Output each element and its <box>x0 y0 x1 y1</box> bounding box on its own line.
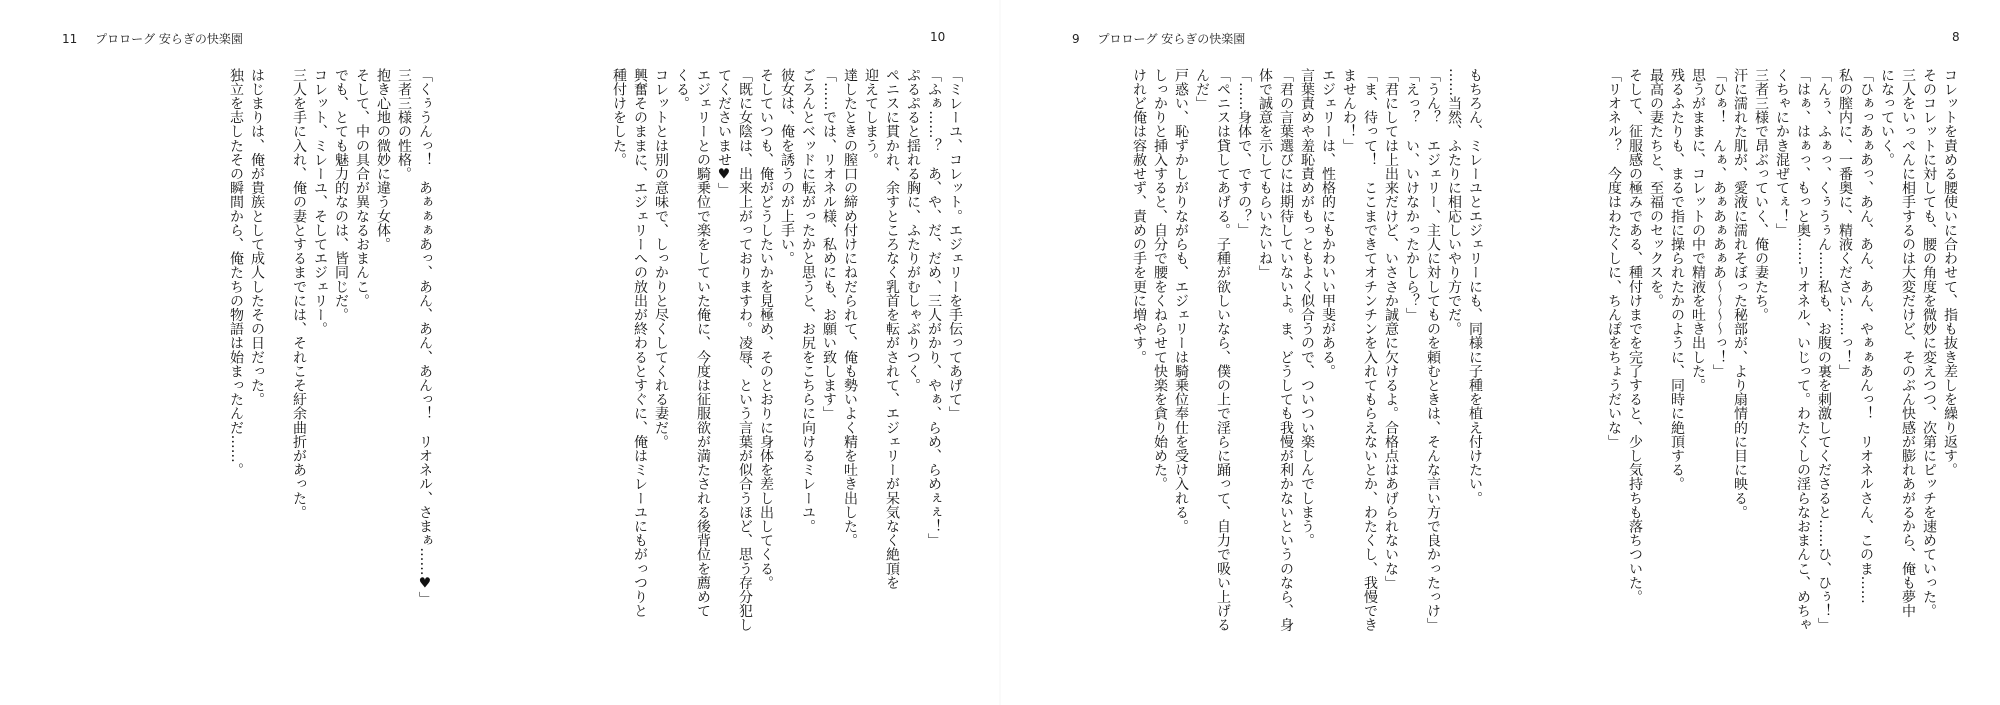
body-text-column <box>215 68 435 688</box>
text-line: 迎えてしまう。 <box>863 68 879 167</box>
text-line: んだ」 <box>1194 68 1210 111</box>
text-line: 三人をいっぺんに相手するのは大変だけど、そのぶん快感が膨れあがるから、俺も夢中 <box>1900 68 1916 618</box>
text-line: 「君の言葉選びには期待していないよ。ま、どうしても我慢が利かないというのなら、身 <box>1278 68 1294 632</box>
header-chapter-title: プロローグ 安らぎの快楽園 <box>95 32 243 46</box>
text-line: 最高の妻たちと、至福のセックスを。 <box>1648 68 1664 308</box>
text-line: になっていく。 <box>1879 68 1895 167</box>
body-text-column <box>1575 68 1960 688</box>
text-line: しっかりと挿入すると、自分で腰をくねらせて快楽を貪り始めた。 <box>1152 68 1168 491</box>
text-line: ペニスに貫かれ、余すところなく乳首を転がされて、エジェリーが呆気なく絶頂を <box>884 68 900 590</box>
body-text-column <box>1095 68 1485 688</box>
body-text-column <box>525 68 965 688</box>
text-line: ごろんとベッドに転がったかと思うと、お尻をこちらに向けるミレーユ。 <box>800 68 816 534</box>
text-line: 「ま、待って！ ここまできてオチンチンを入れてもらえないとか、わたくし、我慢でき <box>1362 68 1378 632</box>
text-line: ぷるぷると揺れる胸に、ふたりがむしゃぶりつく。 <box>905 68 921 393</box>
text-line: 抱き心地の微妙に違う女体。 <box>375 68 391 252</box>
text-line: 達したときの膣口の締め付けにねだられて、俺も勢いよく精を吐き出した。 <box>842 68 858 548</box>
text-line: 三者三様の性格。 <box>396 68 412 181</box>
text-line: そして、中の具合が異なるおまんこ。 <box>354 68 370 308</box>
text-line: エジェリーとの騎乗位で楽をしていた俺に、今度は征服欲が満たされる後背位を薦めて <box>695 68 711 618</box>
text-line: 私の膣内に、一番奥に、精液ください……っ！」 <box>1837 68 1853 379</box>
text-line: 汗に濡れた肌が、愛液に濡れそぼった秘部が、より扇情的に目に映る。 <box>1732 68 1748 520</box>
text-line: 「ひぁっあぁあっ、あん、あん、あん、やぁぁあんっ！ リオネルさん、このま…… <box>1858 68 1874 604</box>
text-line: コレット、ミレーユ、そしてエジェリー。 <box>312 68 328 336</box>
text-line: 「はぁ、はぁっ、もっと奥……リオネル、いじって。わたくしの淫らなおまんこ、めちゃ <box>1795 68 1811 632</box>
text-line: そのコレットに対しても、腰の角度を微妙に変えつつ、次第にピッチを速めていった。 <box>1921 68 1937 618</box>
text-line: 「ひぁ！ んぁ、あぁあぁあぁあ～～～～っ！」 <box>1711 68 1727 379</box>
text-line: ……当然、ふたりに相応しいやり方でだ。 <box>1446 68 1462 336</box>
running-header-right <box>1072 30 1245 47</box>
page-number: 8 <box>1952 30 1960 44</box>
text-line: 興奮そのままに、エジェリーへの放出が終わるとすぐに、俺はミレーユにもがっつりと <box>632 68 648 618</box>
text-line: 「……身体で、ですの？」 <box>1236 68 1252 238</box>
text-line: そして、征服感の極みである、種付けまでを完了すると、少し気持ちも落ちついた。 <box>1627 68 1643 604</box>
text-line: 三者三様で昂ぶっていく、俺の妻たち。 <box>1753 68 1769 322</box>
text-line: ませんわ！」 <box>1341 68 1357 153</box>
text-line: 言葉責めや羞恥責めがもっともよく似合うので、ついつい楽しんでしまう。 <box>1299 68 1315 548</box>
text-line: 「ペニスは貸してあげる。子種が欲しいなら、僕の上で淫らに踊って、自力で吸い上げる <box>1215 68 1231 632</box>
text-line: はじまりは、俺が貴族として成人したその日だった。 <box>249 68 265 407</box>
text-line: 独立を志したその瞬間から、俺たちの物語は始まったんだ……。 <box>228 68 244 477</box>
text-line: くる。 <box>674 68 690 111</box>
text-line: でも、とても魅力的なのは、皆同じだ。 <box>333 68 349 322</box>
text-line: 三人を手に入れ、俺の妻とするまでには、それこそ紆余曲折があった。 <box>291 68 307 520</box>
text-line: もちろん、ミレーユとエジェリーにも、同様に子種を植え付けたい。 <box>1467 68 1483 506</box>
text-line: 「君にしては上出来だけど、いささか誠意に欠けるよ。合格点はあげられないな」 <box>1383 68 1399 590</box>
text-line: けれど俺は容赦せず、責めの手を更に増やす。 <box>1131 68 1147 365</box>
text-line: 「ふぁ……？ あ、や、だ、だめ、三人がかり、やぁ、らめ、らめぇぇ！」 <box>926 68 942 548</box>
text-line: 「ミレーユ、コレット。エジェリーを手伝ってあげて」 <box>947 68 963 421</box>
text-line: てくださいませ♥」 <box>716 68 732 197</box>
text-line: 思うがままに、コレットの中で精液を吐き出した。 <box>1690 68 1706 393</box>
page-number: 10 <box>930 30 946 44</box>
right-page <box>1000 0 2000 705</box>
header-page-number: 9 <box>1072 32 1080 46</box>
running-header-left <box>62 30 243 47</box>
text-line: 「既に女陰は、出来上がっておりますわ。凌辱、という言葉が似合うほど、思う存分犯し <box>737 68 753 632</box>
text-line: くちゃにかき混ぜてぇ！」 <box>1774 68 1790 238</box>
text-line: 彼女は、俺を誘うのが上手い。 <box>779 68 795 266</box>
text-line: 「くぅうんっ！ あぁぁぁあっ、あん、あん、あんっ！ リオネル、さまぁ……♥」 <box>417 68 433 606</box>
text-line: 「えっ？ い、いけなかったかしら？」 <box>1404 68 1420 322</box>
header-page-number: 11 <box>62 32 78 46</box>
header-chapter-title: プロローグ 安らぎの快楽園 <box>1097 32 1246 46</box>
text-line: エジェリーは、性格的にもかわいい甲斐がある。 <box>1320 68 1336 379</box>
text-line: コレットとは別の意味で、しっかりと尽くしてくれる妻だ。 <box>653 68 669 449</box>
text-line: 体で誠意を示してもらいたいね」 <box>1257 68 1273 280</box>
text-line: 「んぅ、ふぁっ、くぅうぅん……私も、お腹の裏を刺激してくださると……ひ、ひぅ！」 <box>1816 68 1832 632</box>
text-line: 戸惑い、恥ずかしがりながらも、エジェリーは騎乗位奉仕を受け入れる。 <box>1173 68 1189 534</box>
text-line <box>267 68 288 688</box>
text-line: そしていつも、俺がどうしたいかを見極め、そのとおりに身体を差し出してくる。 <box>758 68 774 590</box>
text-line: 残るふたりも、まるで指に操られたかのように、同時に絶頂する。 <box>1669 68 1685 491</box>
text-line: 「うん？ エジェリー、主人に対してものを頼むときは、そんな言い方で良かったっけ」 <box>1425 68 1441 632</box>
text-line: 「リオネル？ 今度はわたくしに、ちんぽをちょうだいな」 <box>1606 68 1622 449</box>
text-line: 種付けをした。 <box>611 68 627 167</box>
text-line: 「……では、リオネル様、私めにも、お願い致します」 <box>821 68 837 421</box>
text-line: コレットを責める腰使いに合わせて、指も抜き差しを繰り返す。 <box>1942 68 1958 477</box>
